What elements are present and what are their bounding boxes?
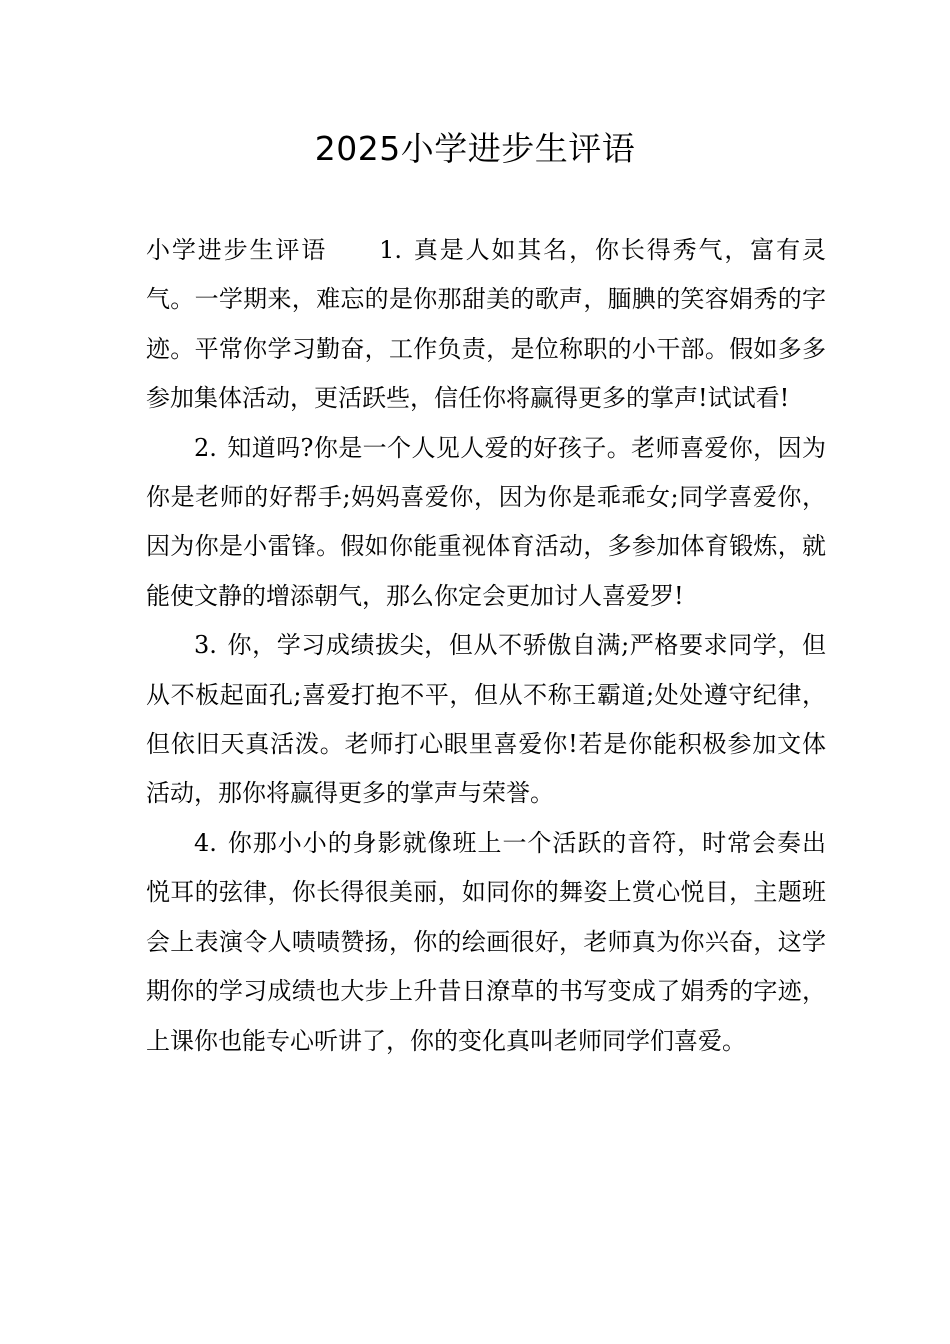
item-text: 真是人如其名，你长得秀气，富有灵气。一学期来，难忘的是你那甜美的歌声，腼腆的笑容娟秀的字迹。平常你学习勤奋，工作负责，是位称职的小干部。假如多多参加集体活动，更活跃些，信任你将赢得更多的掌声!试试看! <box>146 236 827 413</box>
paragraph-3 <box>146 621 826 819</box>
intro-label: 小学进步生评语 <box>146 236 328 264</box>
item-number: 2. <box>194 433 217 462</box>
item-number: 3. <box>194 631 217 660</box>
item-number: 1. <box>379 236 403 264</box>
paragraph-4 <box>146 819 826 1066</box>
item-text: 知道吗?你是一个人见人爱的好孩子。老师喜爱你，因为你是老师的好帮手;妈妈喜爱你，因为你是乖乖女;同学喜爱你，因为你是小雷锋。假如你能重视体育活动，多参加体育锻炼，就能使文静的增添朝气，那么你定会更加讨人喜爱罗! <box>146 433 826 610</box>
item-number: 4. <box>194 828 217 857</box>
document-body <box>146 226 826 1066</box>
item-text: 你，学习成绩拔尖，但从不骄傲自满;严格要求同学，但从不板起面孔;喜爱打抱不平，但从不称王霸道;处处遵守纪律，但依旧天真活泼。老师打心眼里喜爱你!若是你能积极参加文体活动，那你将赢得更多的掌声与荣誉。 <box>146 631 826 808</box>
item-text: 你那小小的身影就像班上一个活跃的音符，时常会奏出悦耳的弦律，你长得很美丽，如同你的舞姿上赏心悦目，主题班会上表演令人啧啧赞扬，你的绘画很好，老师真为你兴奋，这学期你的学习成绩也大步上升昔日潦草的书写变成了娟秀的字迹，上课你也能专心听讲了，你的变化真叫老师同学们喜爱。 <box>146 828 826 1055</box>
document-title: 2025小学进步生评语 <box>314 129 636 168</box>
paragraph-1 <box>146 226 826 424</box>
paragraph-2 <box>146 424 826 622</box>
